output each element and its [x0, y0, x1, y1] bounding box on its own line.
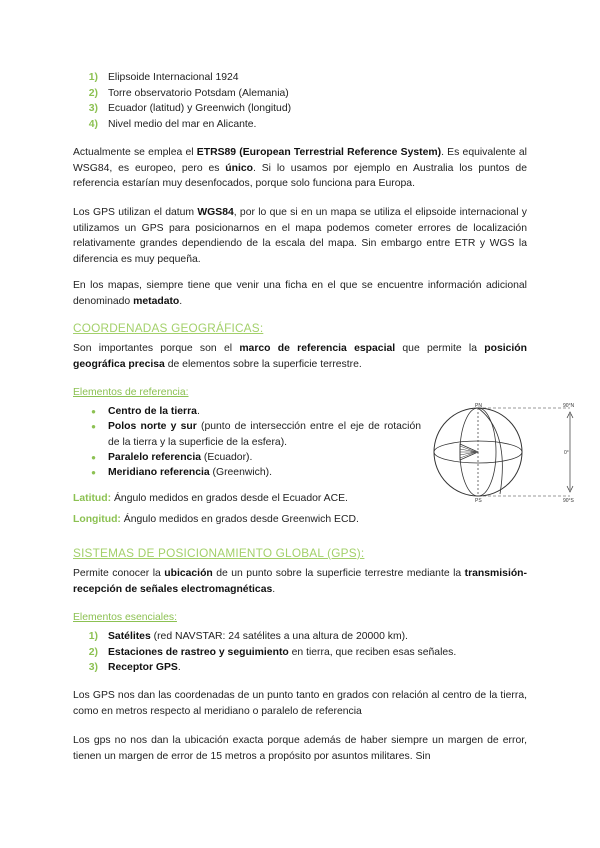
paragraph-coordenadas-gps: Los GPS nos dan las coordenadas de un punto tanto en grados con relación al centro de la tierra, como en metros respecto al meridiano o paralelo de referencia — [73, 690, 527, 717]
list-item: 2) Torre observatorio Potsdam (Alemania) — [88, 87, 289, 99]
list-item: 4) Nivel medio del mar en Alicante. — [88, 118, 257, 130]
list-item: ● Meridiano referencia (Greenwich). — [91, 467, 272, 479]
list-item: 1) Satélites (red NAVSTAR: 24 satélites a una altura de 20000 km). — [88, 631, 408, 642]
paragraph-metadato: En los mapas, siempre tiene que venir una ficha en el que se encuentre información adicional denominado metadato. — [73, 280, 527, 307]
paragraph-etrs89: Actualmente se emplea el ETRS89 (European Terrestrial Reference System). Es equivalente al WSG84, es europeo, pero es único. Si lo usamos por ejemplo en Australia los puntos de referencia estarían muy desenfocados, porque solo funciona para Europa. — [73, 147, 527, 190]
heading-elementos-esenciales: Elementos esenciales: — [73, 612, 177, 623]
list-item: 1) Elipsoide Internacional 1924 — [88, 72, 239, 83]
list-item: 3) Ecuador (latitud) y Greenwich (longitud) — [88, 103, 292, 115]
paragraph-wgs84: Los GPS utilizan el datum WGS84, por lo que si en un mapa se utiliza el elipsoide internacional y utilizamos un GPS para posicionarnos en el mapa podemos cometer errores de localización relativamente grandes dependiendo de la escala del mapa. Sin embargo entre ETR y WGS la diferencia es muy pequeña. — [73, 207, 527, 265]
reference-list — [73, 404, 421, 480]
label-ps: PS — [475, 498, 482, 504]
label-90s: 90°S — [563, 498, 574, 504]
latitud-line: Latitud: Ángulo medidos en grados desde el Ecuador ACE. — [73, 493, 348, 504]
heading-coordenadas: COORDENADAS GEOGRÁFICAS: — [73, 321, 264, 335]
paragraph-error-gps: Los gps no nos dan la ubicación exacta porque además de haber siempre un margen de error, tienen un margen de error de 15 metros a propósito por asuntos militares. Sin — [73, 735, 527, 762]
heading-elementos-referencia: Elementos de referencia: — [73, 387, 189, 398]
paragraph-gps: Permite conocer la ubicación de un punto sobre la superficie terrestre mediante la transmisión-recepción de señales electromagnéticas. — [73, 568, 527, 595]
list-item: ● Paralelo referencia (Ecuador). — [91, 451, 253, 463]
list-item: ● Centro de la tierra. — [91, 406, 200, 417]
heading-gps: SISTEMAS DE POSICIONAMIENTO GLOBAL (GPS): — [73, 546, 365, 560]
list-item: 2) Estaciones de rastreo y seguimiento en tierra, que reciben esas señales. — [88, 646, 457, 658]
list-item: 3) Receptor GPS. — [88, 662, 181, 674]
longitud-line: Longitud: Ángulo medidos en grados desde Greenwich ECD. — [73, 514, 359, 525]
essentials-list — [73, 629, 527, 676]
list-item: ● Polos norte y sur (punto de intersección entre el eje de rotación de la tierra y la superficie de la esfera). — [91, 421, 421, 448]
label-90n: 90°N — [563, 403, 575, 409]
label-0: 0° — [564, 450, 569, 456]
label-pn: PN — [475, 403, 482, 409]
datum-list — [73, 70, 527, 132]
paragraph-coordenadas: Son importantes porque son el marco de referencia espacial que permite la posición geográfica precisa de elementos sobre la superficie terrestre. — [73, 343, 527, 370]
